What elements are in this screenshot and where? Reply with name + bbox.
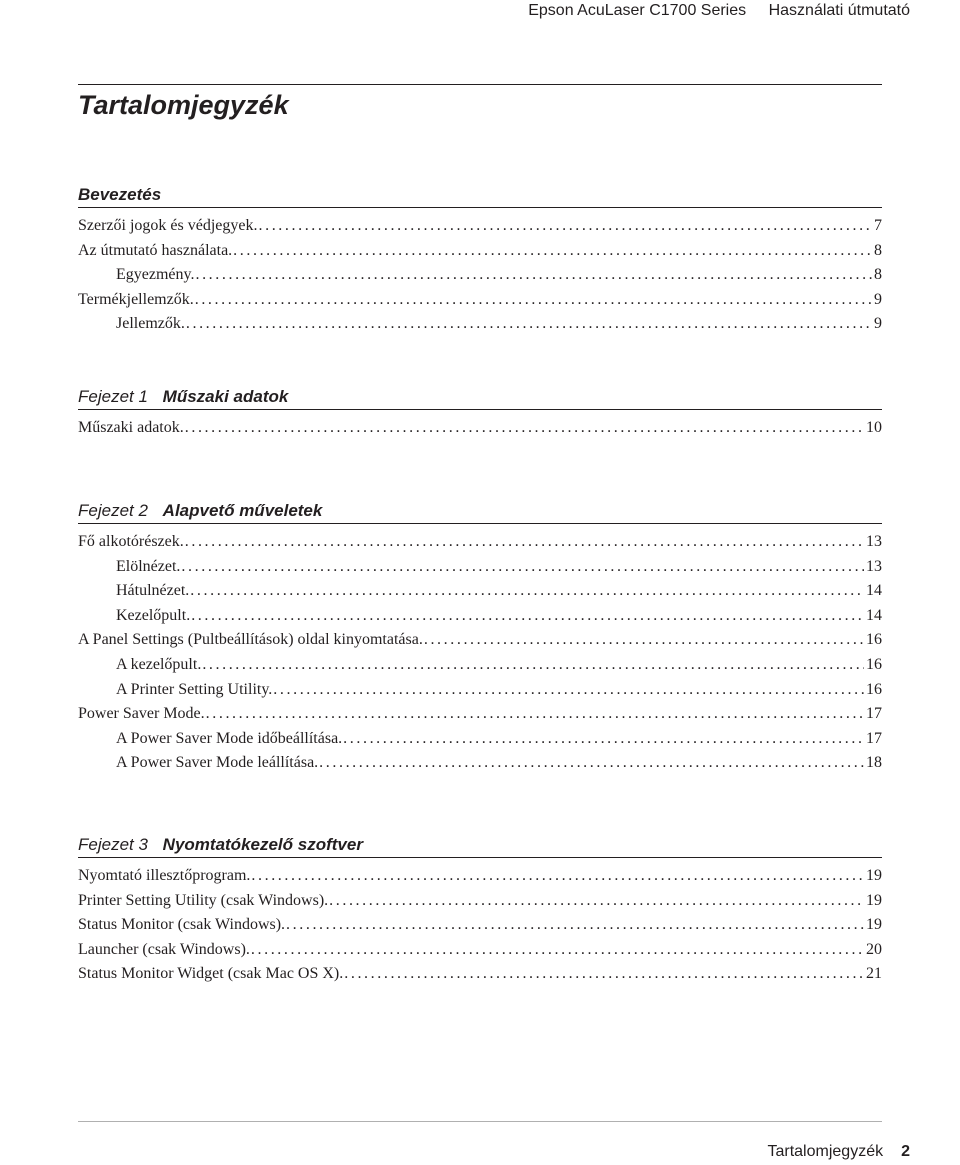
dot-leader: [195, 263, 872, 288]
toc-entry[interactable]: [78, 678, 882, 703]
toc-entry-title: Elölnézet.: [116, 557, 181, 575]
dot-leader: [319, 751, 864, 776]
title-rule: [78, 84, 882, 85]
dot-leader: [185, 530, 864, 555]
toc-entry-page: 13: [866, 557, 882, 575]
toc-entry-title: A Printer Setting Utility.: [116, 680, 273, 698]
dot-leader: [344, 962, 864, 987]
toc-entry-page: 17: [866, 729, 882, 747]
section-title: Bevezetés: [78, 185, 162, 204]
section-heading: [78, 183, 882, 208]
dot-leader: [181, 555, 864, 580]
dot-leader: [206, 702, 864, 727]
footer-label: Tartalomjegyzék: [767, 1143, 884, 1160]
toc-entry[interactable]: [78, 889, 882, 914]
toc-entry[interactable]: [78, 312, 882, 337]
toc-entry[interactable]: [78, 751, 882, 776]
chapter-number: Fejezet 1: [78, 387, 148, 406]
toc-entry-page: 13: [866, 533, 882, 550]
toc-entry[interactable]: [78, 727, 882, 752]
page-number: 2: [901, 1143, 910, 1160]
toc-entry-page: 16: [866, 631, 882, 649]
toc-entry-page: 7: [874, 217, 882, 234]
toc-entry[interactable]: [78, 555, 882, 580]
toc-entry-title: Status Monitor (csak Windows).: [78, 916, 286, 934]
dot-leader: [259, 214, 873, 239]
toc-entry-page: 14: [866, 582, 882, 600]
toc-entry-title: Fő alkotórészek.: [78, 533, 184, 550]
toc-entry-page: 16: [866, 680, 882, 698]
toc-entry-page: 10: [866, 419, 882, 436]
toc-entry[interactable]: [78, 702, 882, 727]
toc-entry-title: Kezelőpult.: [116, 606, 191, 624]
toc-entry-page: 9: [874, 290, 882, 308]
toc-entry-title: Szerzői jogok és védjegyek.: [78, 217, 258, 234]
toc-entry-title: Műszaki adatok.: [78, 419, 184, 436]
toc-entry[interactable]: [78, 239, 882, 264]
toc-entry-title: Hátulnézet.: [116, 582, 190, 600]
dot-leader: [286, 913, 864, 938]
toc-entry[interactable]: [78, 913, 882, 938]
toc-section-introduction: [78, 183, 882, 337]
toc-entry-page: 18: [866, 754, 882, 772]
toc-section-chapter-1: [78, 385, 882, 441]
toc-entry[interactable]: [78, 628, 882, 653]
page-title: Tartalomjegyzék: [78, 90, 289, 120]
section-heading: [78, 833, 882, 858]
dot-leader: [186, 312, 872, 337]
dot-leader: [202, 653, 864, 678]
toc-entry[interactable]: [78, 263, 882, 288]
dot-leader: [185, 416, 864, 441]
toc-entry[interactable]: [78, 864, 882, 889]
dot-leader: [233, 239, 872, 264]
dot-leader: [195, 288, 872, 313]
header-product-name: Epson AcuLaser C1700 Series: [528, 2, 747, 19]
dot-leader: [251, 938, 864, 963]
toc-entry[interactable]: [78, 938, 882, 963]
toc-entry-title: Status Monitor Widget (csak Mac OS X).: [78, 965, 344, 983]
section-title: Műszaki adatok: [162, 387, 289, 406]
toc-entry[interactable]: [78, 579, 882, 604]
toc-entry-page: 21: [866, 965, 882, 983]
toc-entry-title: Launcher (csak Windows).: [78, 940, 250, 958]
toc-entry[interactable]: [78, 214, 882, 239]
toc-entry-title: Az útmutató használata.: [78, 241, 233, 259]
toc-entry-title: Printer Setting Utility (csak Windows).: [78, 891, 329, 909]
toc-entry[interactable]: [78, 530, 882, 555]
toc-section-chapter-3: [78, 833, 882, 987]
section-heading: [78, 385, 882, 410]
chapter-number: Fejezet 3: [78, 835, 148, 854]
toc-entry-title: Power Saver Mode.: [78, 705, 205, 723]
toc-entry-title: Nyomtató illesztőprogram.: [78, 867, 251, 884]
toc-entry-page: 14: [866, 606, 882, 624]
toc-entry[interactable]: [78, 653, 882, 678]
toc-entry[interactable]: [78, 604, 882, 629]
toc-entry[interactable]: [78, 288, 882, 313]
toc-entry-page: 19: [866, 867, 882, 884]
toc-entry-title: A Power Saver Mode időbeállítása.: [116, 729, 343, 747]
toc-entry-page: 9: [874, 315, 882, 333]
dot-leader: [424, 628, 864, 653]
toc-entry-page: 20: [866, 940, 882, 958]
running-header: [528, 0, 910, 22]
toc-entry[interactable]: [78, 416, 882, 441]
header-manual-name: Használati útmutató: [768, 2, 910, 19]
dot-leader: [343, 727, 864, 752]
section-title: Nyomtatókezelő szoftver: [162, 835, 363, 854]
footer-rule: [78, 1121, 882, 1122]
toc-entry-page: 16: [866, 655, 882, 673]
dot-leader: [190, 579, 864, 604]
toc-entry-page: 19: [866, 916, 882, 934]
dot-leader: [191, 604, 864, 629]
toc-entry-title: Termékjellemzők.: [78, 290, 194, 308]
dot-leader: [329, 889, 864, 914]
section-heading: [78, 499, 882, 524]
chapter-number: Fejezet 2: [78, 501, 148, 520]
toc-entry[interactable]: [78, 962, 882, 987]
toc-entry-title: A Panel Settings (Pultbeállítások) oldal kinyomtatása.: [78, 631, 423, 649]
dot-leader: [251, 864, 864, 889]
toc-entry-title: A Power Saver Mode leállítása.: [116, 754, 319, 772]
running-footer: [767, 1141, 910, 1163]
section-title: Alapvető műveletek: [162, 501, 323, 520]
toc-entry-page: 19: [866, 891, 882, 909]
toc-entry-title: Egyezmény.: [116, 266, 195, 284]
toc-entry-page: 17: [866, 705, 882, 723]
toc-entry-title: Jellemzők.: [116, 315, 185, 333]
toc-section-chapter-2: [78, 499, 882, 776]
toc-entry-page: 8: [874, 241, 882, 259]
toc-entry-page: 8: [874, 266, 882, 284]
dot-leader: [273, 678, 864, 703]
toc-entry-title: A kezelőpult.: [116, 655, 202, 673]
